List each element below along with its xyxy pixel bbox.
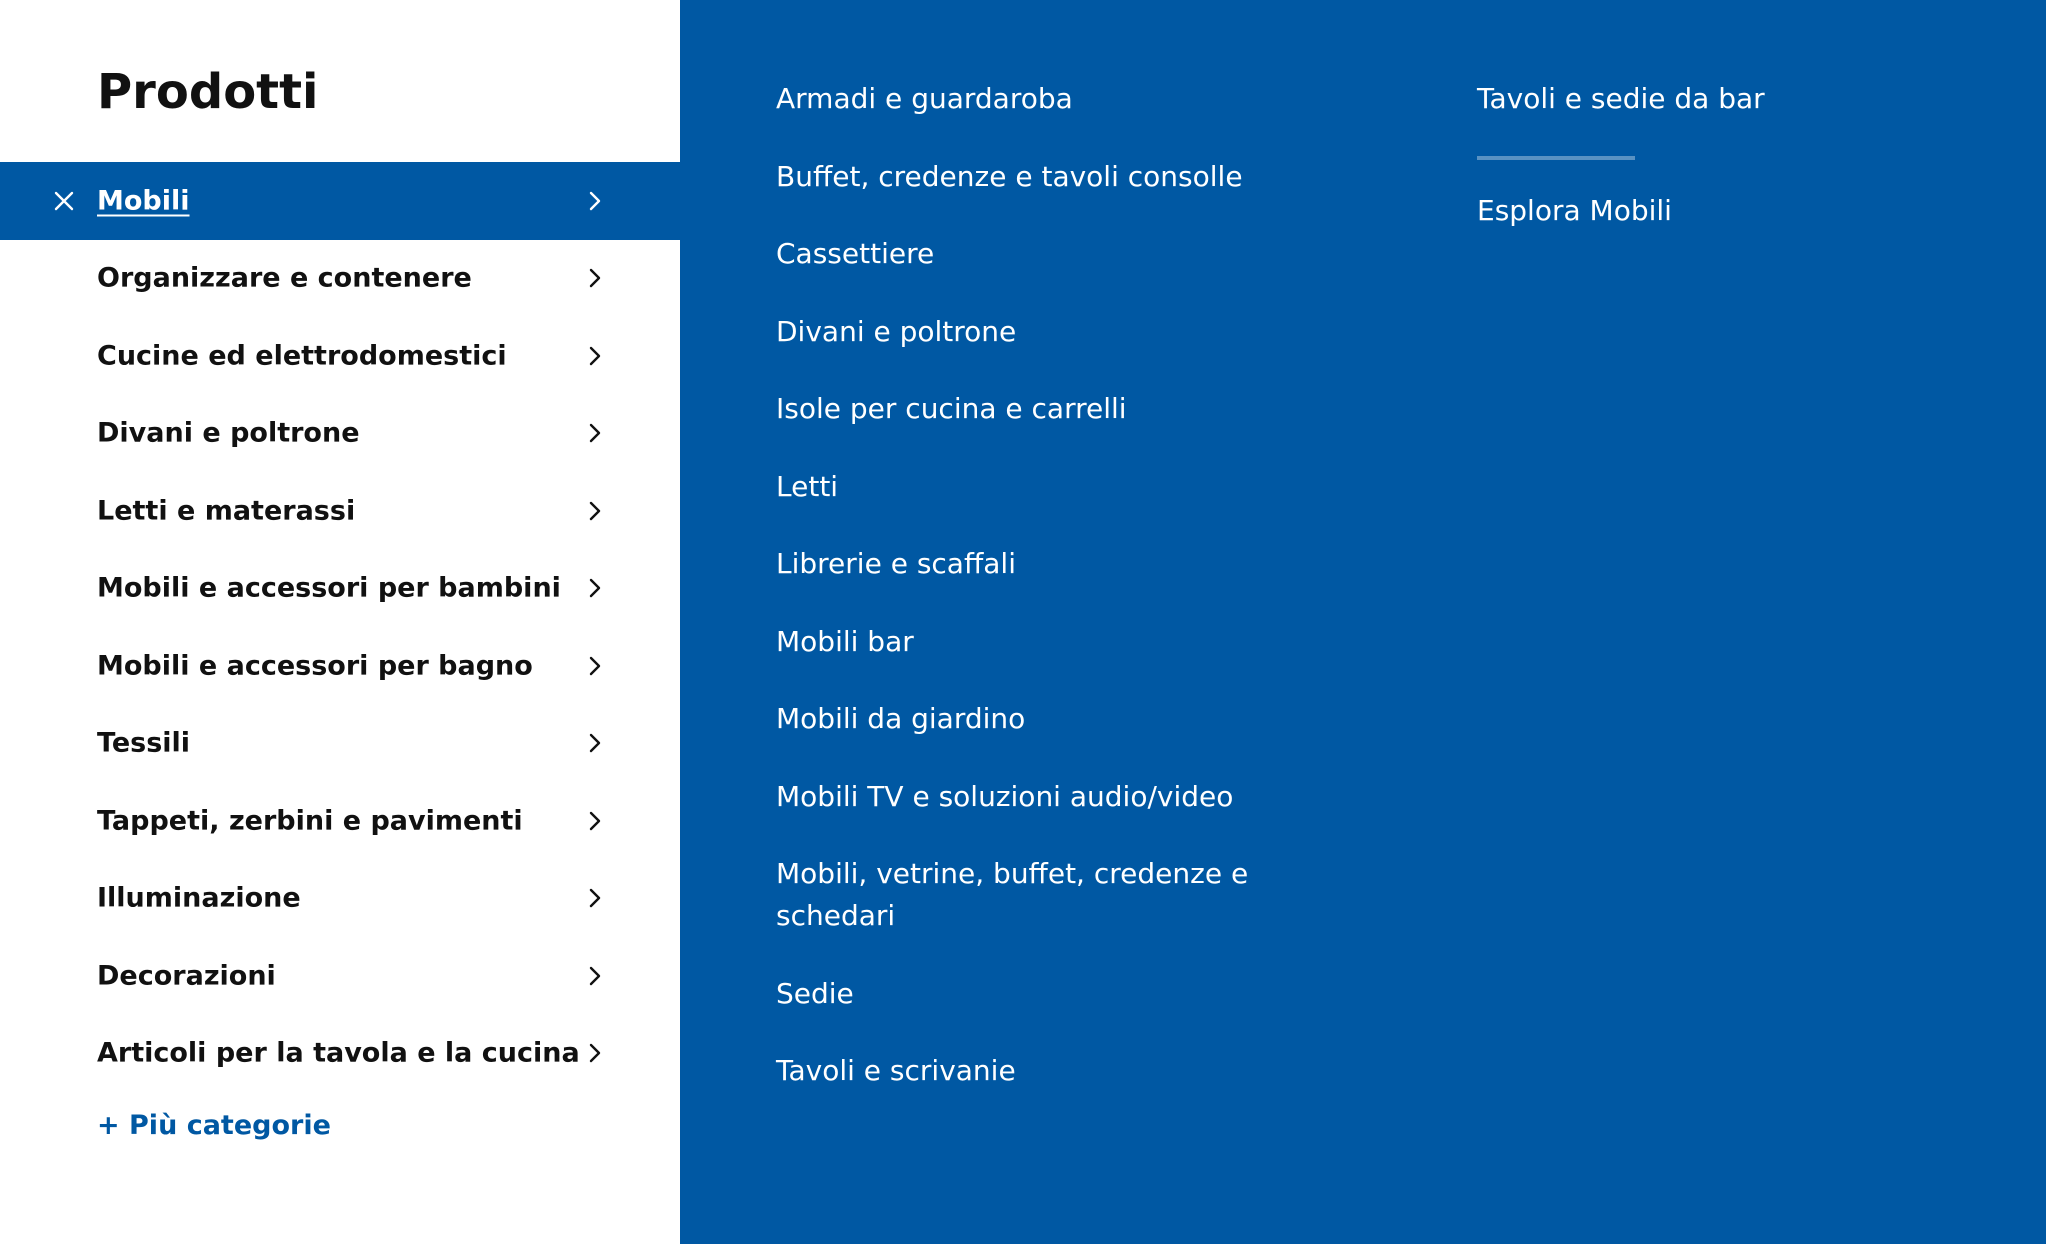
chevron-right-icon — [584, 267, 606, 289]
category-label: Mobili — [97, 185, 190, 217]
chevron-right-icon — [584, 965, 606, 987]
category-label: Decorazioni — [97, 960, 276, 992]
chevron-right-icon — [584, 422, 606, 444]
more-categories-link[interactable]: + Più categorie — [97, 1110, 331, 1141]
chevron-right-icon — [584, 810, 606, 832]
subcategory-link[interactable]: Sedie — [776, 976, 854, 1010]
chevron-right-icon — [584, 732, 606, 754]
subcategory-link[interactable]: Buffet, credenze e tavoli consolle — [776, 159, 1243, 193]
category-item-bagno[interactable] — [0, 627, 680, 705]
subcategory-link[interactable]: Mobili, vetrine, buffet, credenze e schedari — [776, 857, 1249, 932]
divider — [1477, 156, 1635, 160]
category-label: Organizzare e contenere — [97, 262, 472, 294]
subcategory-link[interactable]: Mobili TV e soluzioni audio/video — [776, 779, 1234, 813]
chevron-right-icon — [584, 577, 606, 599]
subcategory-panel — [680, 0, 2046, 1244]
subcategory-link[interactable]: Isole per cucina e carrelli — [776, 392, 1127, 425]
subcategory-link[interactable]: Librerie e scaffali — [776, 547, 1016, 580]
category-label: Illuminazione — [97, 882, 301, 914]
chevron-right-icon — [584, 500, 606, 522]
chevron-right-icon — [584, 655, 606, 677]
category-panel — [0, 0, 680, 1244]
category-item-organizzare[interactable] — [0, 240, 680, 318]
category-item-bambini[interactable] — [0, 550, 680, 628]
subcategory-link[interactable]: Tavoli e scrivanie — [776, 1054, 1016, 1087]
subcategory-link[interactable]: Tavoli e sedie da bar — [1477, 82, 1765, 115]
category-item-cucine[interactable] — [0, 317, 680, 395]
category-item-letti[interactable] — [0, 472, 680, 550]
close-icon[interactable] — [52, 189, 76, 213]
category-item-decorazioni[interactable] — [0, 937, 680, 1015]
category-label: Mobili e accessori per bagno — [97, 650, 533, 682]
subcategory-link[interactable]: Mobili da giardino — [776, 702, 1026, 735]
category-label: Mobili e accessori per bambini — [97, 572, 561, 604]
category-item-illuminazione[interactable] — [0, 860, 680, 938]
category-list — [0, 162, 680, 1092]
category-item-tappeti[interactable] — [0, 782, 680, 860]
category-label: Articoli per la tavola e la cucina — [97, 1037, 580, 1069]
chevron-right-icon — [584, 1042, 606, 1064]
subcategory-list-secondary — [1477, 78, 1997, 232]
category-item-tessili[interactable] — [0, 705, 680, 783]
explore-mobili-link[interactable]: Esplora Mobili — [1477, 193, 1672, 227]
category-item-divani[interactable] — [0, 395, 680, 473]
category-label: Letti e materassi — [97, 495, 356, 527]
category-label: Divani e poltrone — [97, 417, 360, 449]
chevron-right-icon — [584, 345, 606, 367]
category-label: Tappeti, zerbini e pavimenti — [97, 805, 523, 837]
subcategory-list — [776, 78, 1336, 1128]
chevron-right-icon — [584, 887, 606, 909]
category-label: Tessili — [97, 727, 191, 759]
chevron-right-icon — [584, 190, 606, 212]
category-item-tavola-cucina[interactable] — [0, 1015, 680, 1093]
subcategory-link[interactable]: Cassettiere — [776, 237, 935, 270]
category-item-mobili[interactable] — [0, 162, 680, 240]
subcategory-link[interactable]: Mobili bar — [776, 624, 914, 658]
page-title: Prodotti — [97, 64, 319, 120]
subcategory-link[interactable]: Letti — [776, 469, 839, 503]
subcategory-link[interactable]: Divani e poltrone — [776, 314, 1017, 348]
category-label: Cucine ed elettrodomestici — [97, 340, 507, 372]
subcategory-link[interactable]: Armadi e guardaroba — [776, 82, 1073, 115]
